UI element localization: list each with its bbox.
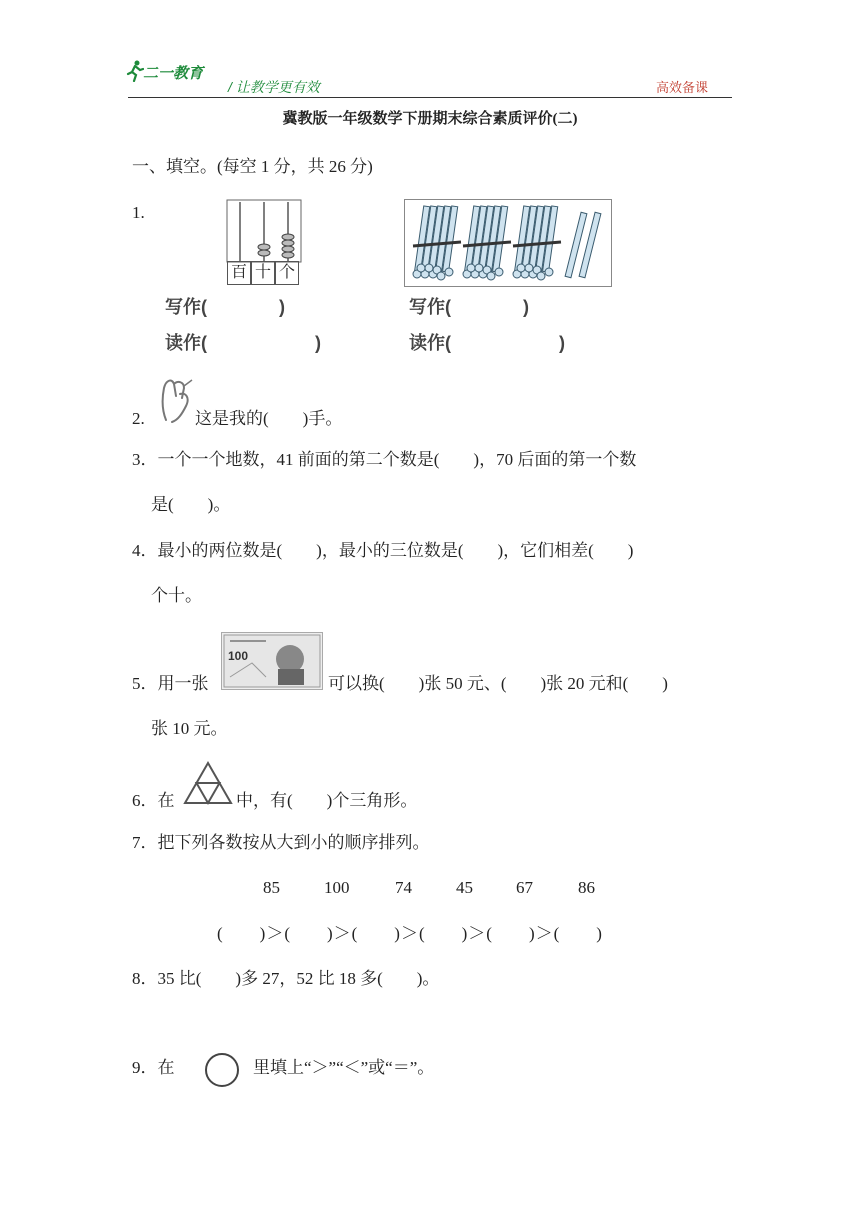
q1-read-right: 读作( ) xyxy=(409,333,565,353)
q7-num-1: 85 xyxy=(263,878,280,897)
q5-suffix: 可以换( )张 50 元、( )张 20 元和( ) xyxy=(328,674,668,693)
q3-line1: 3．一个一个地数，41 前面的第二个数是( )，70 后面的第一个数 xyxy=(132,450,637,469)
q7-num-2: 100 xyxy=(324,878,350,897)
abacus-label-hundreds: 百 xyxy=(227,261,251,285)
banknote-image xyxy=(221,632,323,690)
triangle-figure xyxy=(181,757,235,807)
q9-prefix: 9．在 xyxy=(132,1058,175,1077)
banknote-value: 100 xyxy=(228,649,249,663)
brand-slogan: / 让教学更有效 xyxy=(228,79,320,95)
q1-number: 1. xyxy=(132,203,145,222)
runner-logo-icon xyxy=(126,60,144,82)
q8-text: 8．35 比( )多 27，52 比 18 多( )。 xyxy=(132,969,440,988)
circle-blank-icon xyxy=(204,1052,240,1088)
header-tag: 高效备课 xyxy=(656,80,709,95)
q5-line2: 张 10 元。 xyxy=(151,719,228,738)
q2-number: 2. xyxy=(132,409,145,428)
q9-suffix: 里填上“＞”“＜”或“＝”。 xyxy=(253,1058,435,1077)
q7-blanks: ( )＞( )＞( )＞( )＞( )＞( ) xyxy=(217,924,603,943)
hand-icon xyxy=(158,376,194,424)
abacus-image xyxy=(226,199,302,287)
q4-line1: 4．最小的两位数是( )，最小的三位数是( )，它们相差( ) xyxy=(132,541,634,560)
brand-name: 二一教育 xyxy=(143,65,204,82)
q7-num-3: 74 xyxy=(395,878,412,897)
q4-line2: 个十。 xyxy=(151,586,202,605)
q7-num-6: 86 xyxy=(578,878,595,897)
q6-prefix: 6．在 xyxy=(132,791,175,810)
abacus-label-tens: 十 xyxy=(251,261,275,285)
q7-text: 7．把下列各数按从大到小的顺序排列。 xyxy=(132,833,430,852)
q1-write-right: 写作( ) xyxy=(409,297,529,317)
abacus-label-ones: 个 xyxy=(275,261,299,285)
q3-line2: 是( )。 xyxy=(151,495,231,514)
q6-suffix: 中，有( )个三角形。 xyxy=(236,791,418,810)
stick-bundles-image xyxy=(404,199,612,287)
q7-num-5: 67 xyxy=(516,878,533,897)
q7-num-4: 45 xyxy=(456,878,473,897)
section-heading: 一、填空。(每空 1 分，共 26 分) xyxy=(132,157,373,176)
q5-prefix: 5．用一张 xyxy=(132,674,209,693)
header-divider xyxy=(128,97,732,98)
q1-read-left: 读作( ) xyxy=(165,333,321,353)
q2-text: 这是我的( )手。 xyxy=(195,409,343,428)
page-title: 冀教版一年级数学下册期末综合素质评价(二) xyxy=(282,111,578,127)
q1-write-left: 写作( ) xyxy=(165,297,285,317)
